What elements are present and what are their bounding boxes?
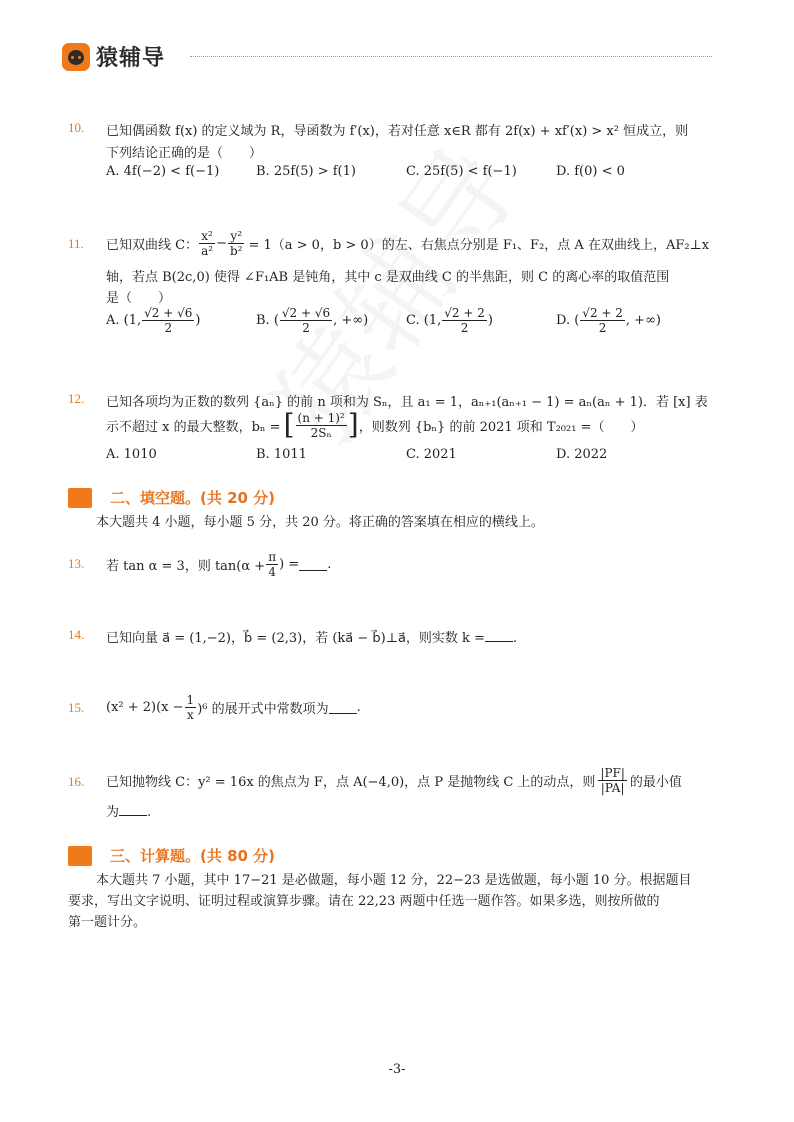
section-marker: [68, 488, 92, 508]
question-text: 已知各项均为正数的数列 {aₙ} 的前 n 项和为 Sₙ，且 a₁ = 1，aₙ₊₁(aₙ₊₁ − 1) = aₙ(aₙ + 1)．若 [x] 表: [106, 395, 708, 410]
option-b: B. 1011: [256, 447, 307, 462]
option-c: C. 2021: [406, 447, 457, 462]
question-text: 若 tan α = 3，则 tan(α + $\frac{\pi}{4}$ ) = .: [106, 549, 332, 579]
question-text: 示不超过 x 的最大整数，bₙ = [ $\frac{\text{(n + 1)²}}{\text{2Sₙ}}$ ] ，则数列 {bₙ} 的前 2021 项和 T₂₀₂₁ =（ ）: [106, 408, 644, 441]
section-description: 本大题共 4 小题，每小题 5 分，共 20 分。将正确的答案填在相应的横线上。: [96, 515, 544, 530]
option-a: A. (1, $\frac{√2 + √6}{2}$ ): [106, 306, 201, 335]
section-description: 本大题共 7 小题，其中 17−21 是必做题，每小题 12 分，22−23 是选做题，每小题 10 分。根据题目: [96, 873, 692, 888]
section-marker: [68, 846, 92, 866]
option-d: D. ( $\frac{√2 + 2}{2}$ , +∞): [556, 306, 661, 335]
question-text: 为 .: [106, 805, 152, 820]
option-d: D. 2022: [556, 447, 608, 462]
question-number: 11.: [68, 236, 84, 251]
question-text: 已知抛物线 C：y² = 16x 的焦点为 F，点 A(−4,0)，点 P 是抛物线 C 上的动点，则 $\frac{|PF|}{|PA|}$ 的最小值: [106, 765, 682, 795]
question-text: 已知偶函数 f(x) 的定义域为 R，导函数为 f′(x)，若对任意 x∈R 都有 2f(x) + xf′(x) > x² 恒成立，则: [106, 124, 689, 139]
option-a: A. 1010: [106, 447, 157, 462]
option-a: A. 4f(−2) < f(−1): [106, 164, 220, 179]
question-number: 10.: [68, 120, 85, 135]
question-text: (x² + 2)(x − $\frac{1}{x}$ )⁶ 的展开式中常数项为 .: [106, 692, 361, 722]
logo-icon: [62, 43, 90, 71]
option-d: D. f(0) < 0: [556, 164, 625, 179]
option-c: C. (1, $\frac{√2 + 2}{2}$ ): [406, 306, 493, 335]
option-b: B. ( $\frac{√2 + √6}{2}$ , +∞): [256, 306, 369, 335]
question-text: 已知向量 a⃗ = (1,−2)，b⃗ = (2,3)，若 (ka⃗ − b⃗)⊥a⃗，则实数 k = .: [106, 631, 518, 646]
question-text: 已知双曲线 C： $\frac{\text{x²}}{\text{a²}}$ − $\frac{\text{y²}}{\text{b²}}$ = 1（a > 0，b > 0）的左、右焦点分别是 F₁、F₂，点 A 在双曲线上，AF₂⊥x: [106, 228, 710, 258]
section-3-header: [68, 845, 275, 866]
question-number: 16.: [68, 774, 85, 789]
section-title: 二、填空题。(共 20 分): [110, 489, 276, 507]
question-text: 轴，若点 B(2c,0) 使得 ∠F₁AB 是钝角，其中 c 是双曲线 C 的半焦距，则 C 的离心率的取值范围: [106, 270, 670, 285]
question-number: 13.: [68, 556, 85, 571]
section-2-header: [68, 487, 275, 508]
answer-blank[interactable]: [299, 558, 327, 571]
question-number: 14.: [68, 627, 85, 642]
brand-name: 猿辅导: [96, 46, 166, 71]
answer-blank[interactable]: [329, 701, 357, 714]
question-number: 15.: [68, 700, 85, 715]
question-number: 12.: [68, 391, 85, 406]
section-description: 要求，写出文字说明、证明过程或演算步骤。请在 22,23 两题中任选一题作答。如果多选，则按所做的: [68, 894, 660, 909]
section-description: 第一题计分。: [68, 915, 147, 930]
question-text: 下列结论正确的是（ ）: [106, 146, 263, 161]
answer-blank[interactable]: [119, 803, 147, 816]
header-divider: [190, 56, 712, 57]
option-b: B. 25f(5) > f(1): [256, 164, 356, 179]
section-title: 三、计算题。(共 80 分): [110, 847, 276, 865]
question-text: 是（ ）: [106, 291, 172, 306]
option-c: C. 25f(5) < f(−1): [406, 164, 517, 179]
answer-blank[interactable]: [485, 629, 513, 642]
page-number: -3-: [388, 1062, 406, 1077]
brand-logo: [62, 41, 165, 72]
